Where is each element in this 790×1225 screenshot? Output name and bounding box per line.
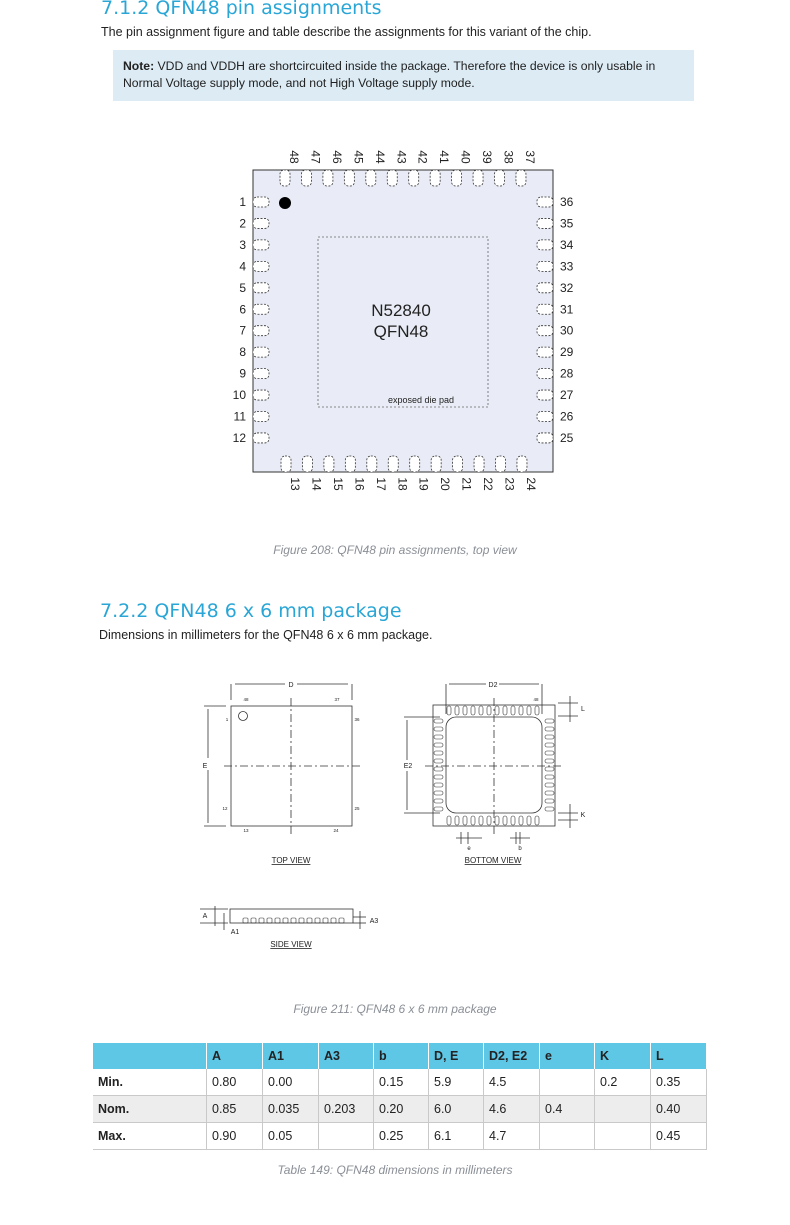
pin-number-bottom: 21 — [459, 477, 474, 491]
pin-number-top: 42 — [415, 150, 430, 164]
package-pad — [434, 719, 443, 723]
pin-number-left: 7 — [239, 323, 246, 338]
package-pad — [487, 706, 491, 715]
package-pad — [545, 791, 554, 795]
package-pad — [495, 816, 499, 825]
section-intro-package: Dimensions in millimeters for the QFN48 6 x 6 mm package. — [99, 628, 433, 642]
table-header-cell: e — [540, 1043, 595, 1069]
package-pad — [545, 759, 554, 763]
table-cell: 0.85 — [207, 1096, 263, 1123]
figure-caption-package: Figure 211: QFN48 6 x 6 mm package — [293, 1002, 497, 1016]
package-pad — [471, 816, 475, 825]
package-pad — [434, 743, 443, 747]
pin-number-left: 12 — [232, 430, 246, 445]
package-pad — [331, 918, 336, 923]
top-pin-37-label: 37 — [334, 697, 340, 702]
pin-number-bottom: 23 — [502, 477, 517, 491]
pin-number-right: 26 — [560, 409, 574, 424]
table-header-cell: A — [207, 1043, 263, 1069]
package-pad — [545, 743, 554, 747]
package-pad — [291, 918, 296, 923]
pin-number-right: 28 — [560, 366, 574, 381]
table-header-cell: D2, E2 — [484, 1043, 540, 1069]
pin-number-left: 9 — [239, 366, 246, 381]
top-pin-24-label: 24 — [333, 828, 339, 833]
table-cell: 4.6 — [484, 1096, 540, 1123]
pin-number-bottom: 20 — [438, 477, 453, 491]
pin-number-right: 34 — [560, 237, 574, 252]
dim-E2-label: E2 — [403, 763, 413, 770]
table-row-nom — [93, 1096, 707, 1123]
table-cell: 0.35 — [651, 1069, 707, 1096]
dim-D-label: D — [288, 682, 294, 689]
table-cell: 0.25 — [374, 1123, 429, 1150]
top-view-label: TOP VIEW — [271, 856, 311, 865]
table-header-cell: L — [651, 1043, 707, 1069]
pin-number-right: 33 — [560, 259, 574, 274]
pin-number-left: 6 — [239, 302, 246, 317]
package-name: QFN48 — [373, 322, 429, 341]
chip-name: N52840 — [371, 301, 431, 320]
pin-number-left: 8 — [239, 345, 246, 360]
package-pad — [323, 918, 328, 923]
pin-number-right: 30 — [560, 323, 574, 338]
table-cell: 0.15 — [374, 1069, 429, 1096]
table-cell: 0.80 — [207, 1069, 263, 1096]
table-row-label: Max. — [93, 1123, 207, 1150]
table-cell — [540, 1123, 595, 1150]
pin-number-top: 39 — [480, 150, 495, 164]
table-cell — [595, 1096, 651, 1123]
package-pad — [283, 918, 288, 923]
pin-number-top: 48 — [287, 150, 301, 164]
pin-number-top: 45 — [351, 150, 366, 164]
package-pad — [487, 816, 491, 825]
package-pad — [535, 706, 539, 715]
pin-number-bottom: 13 — [288, 477, 302, 491]
pin-number-left: 2 — [239, 216, 246, 231]
dim-L-label: L — [581, 706, 585, 713]
table-cell: 0.45 — [651, 1123, 707, 1150]
pin-number-left: 3 — [239, 237, 246, 252]
package-pad — [275, 918, 280, 923]
top-pin-25-label: 25 — [354, 806, 360, 811]
section-intro-pin-assignments: The pin assignment figure and table describe the assignments for this variant of the chip. — [101, 25, 592, 39]
pin-number-top: 46 — [329, 150, 344, 164]
dim-b-label: b — [518, 846, 522, 852]
table-cell: 0.203 — [319, 1096, 374, 1123]
pin-number-top: 44 — [372, 150, 387, 164]
pin-number-bottom: 22 — [481, 477, 496, 491]
side-view-label: SIDE VIEW — [270, 940, 312, 949]
package-pad — [535, 816, 539, 825]
dim-A3-label: A3 — [369, 918, 379, 925]
pin-number-right: 25 — [560, 430, 574, 445]
table-cell: 5.9 — [429, 1069, 484, 1096]
package-pad — [545, 719, 554, 723]
package-pad — [299, 918, 304, 923]
package-pad — [251, 918, 256, 923]
table-cell: 0.035 — [263, 1096, 319, 1123]
dim-K-label: K — [580, 812, 586, 819]
dim-E-label: E — [202, 763, 208, 770]
table-cell: 0.4 — [540, 1096, 595, 1123]
package-pad — [434, 799, 443, 803]
package-pad — [434, 759, 443, 763]
package-pad — [503, 816, 507, 825]
pin-number-left: 11 — [233, 409, 246, 424]
table-caption-dimensions: Table 149: QFN48 dimensions in millimeters — [277, 1163, 513, 1177]
pin-number-right: 35 — [560, 216, 574, 231]
pin-number-bottom: 14 — [309, 477, 324, 491]
package-pad — [447, 706, 451, 715]
package-pad — [511, 706, 515, 715]
table-header-cell: K — [595, 1043, 651, 1069]
package-pad — [545, 735, 554, 739]
bottom-pin-48-label: 48 — [533, 697, 539, 702]
package-pad — [315, 918, 320, 923]
table-row-label: Min. — [93, 1069, 207, 1096]
package-pad — [545, 799, 554, 803]
table-header-cell — [93, 1043, 207, 1069]
package-pad — [519, 706, 523, 715]
package-pad — [434, 783, 443, 787]
package-pad — [527, 706, 531, 715]
table-row-max — [93, 1123, 707, 1150]
dim-e-label: e — [467, 846, 471, 852]
package-pad — [434, 791, 443, 795]
dim-D2-label: D2 — [488, 682, 498, 689]
pin-number-right: 27 — [560, 388, 574, 403]
table-cell — [319, 1069, 374, 1096]
pin-number-bottom: 17 — [373, 477, 388, 491]
note-text: VDD and VDDH are shortcircuited inside the package. Therefore the device is only usable in Normal Voltage supply mode, and not High Voltage supply mode. — [123, 59, 656, 90]
table-header-cell: A1 — [263, 1043, 319, 1069]
pin-number-top: 43 — [394, 150, 409, 164]
package-pad — [447, 816, 451, 825]
bottom-view-label: BOTTOM VIEW — [464, 856, 522, 865]
pin-number-left: 1 — [239, 195, 246, 209]
top-pin-12-label: 12 — [222, 806, 228, 811]
table-cell: 4.7 — [484, 1123, 540, 1150]
table-header-cell: A3 — [319, 1043, 374, 1069]
package-pad — [479, 816, 483, 825]
table-cell: 6.1 — [429, 1123, 484, 1150]
top-pin-36-label: 36 — [354, 717, 360, 722]
package-pad — [519, 816, 523, 825]
package-pad — [455, 706, 459, 715]
pin-number-top: 41 — [437, 150, 452, 164]
table-cell — [595, 1123, 651, 1150]
package-pad — [434, 751, 443, 755]
top-pin-1-label: 1 — [225, 717, 229, 722]
package-pad — [243, 918, 248, 923]
pin-number-right: 29 — [560, 345, 574, 360]
pin-number-top: 37 — [522, 150, 537, 164]
package-pad — [307, 918, 312, 923]
section-heading-pin-assignments: 7.1.2 QFN48 pin assignments — [101, 0, 382, 19]
table-cell: 0.05 — [263, 1123, 319, 1150]
table-header-row — [93, 1043, 707, 1069]
pin-number-left: 5 — [239, 280, 246, 295]
table-cell — [319, 1123, 374, 1150]
dim-A1-label: A1 — [230, 929, 240, 936]
die-pad-label: exposed die pad — [387, 395, 455, 405]
pin-number-right: 31 — [560, 302, 574, 317]
pin-number-left: 10 — [232, 388, 246, 403]
table-cell — [540, 1069, 595, 1096]
package-pad — [479, 706, 483, 715]
table-cell: 0.90 — [207, 1123, 263, 1150]
pin-number-top: 40 — [458, 150, 473, 164]
package-pad — [545, 767, 554, 771]
top-pin-48-label: 48 — [243, 697, 249, 702]
pin-number-top: 47 — [308, 150, 323, 164]
package-pad — [259, 918, 264, 923]
top-pin-13-label: 13 — [243, 828, 249, 833]
section-heading-package: 7.2.2 QFN48 6 x 6 mm package — [100, 600, 402, 622]
package-pad — [545, 751, 554, 755]
table-row-label: Nom. — [93, 1096, 207, 1123]
package-pad — [463, 706, 467, 715]
pin-number-bottom: 24 — [523, 477, 538, 491]
pin-number-right: 32 — [560, 280, 574, 295]
package-pad — [434, 735, 443, 739]
table-cell: 6.0 — [429, 1096, 484, 1123]
pin-number-bottom: 18 — [395, 477, 410, 491]
package-pad — [339, 918, 344, 923]
package-pad — [434, 767, 443, 771]
pin-number-bottom: 15 — [330, 477, 345, 491]
package-pad — [511, 816, 515, 825]
package-pad — [545, 727, 554, 731]
dimensions-table — [93, 1043, 707, 1150]
table-row-min — [93, 1069, 707, 1096]
table-cell: 0.40 — [651, 1096, 707, 1123]
table-cell: 4.5 — [484, 1069, 540, 1096]
package-pad — [545, 807, 554, 811]
package-pad — [545, 775, 554, 779]
package-pad — [463, 816, 467, 825]
package-pad — [495, 706, 499, 715]
pin-number-right: 36 — [560, 195, 574, 209]
table-header-cell: b — [374, 1043, 429, 1069]
side-view-pads — [243, 918, 344, 923]
note-label: Note: — [123, 59, 155, 73]
package-pad — [267, 918, 272, 923]
package-pad — [527, 816, 531, 825]
pin-number-bottom: 19 — [416, 477, 431, 491]
table-cell: 0.20 — [374, 1096, 429, 1123]
package-pad — [434, 775, 443, 779]
pin-number-bottom: 16 — [352, 477, 367, 491]
package-pad — [471, 706, 475, 715]
package-pad — [434, 727, 443, 731]
table-cell: 0.00 — [263, 1069, 319, 1096]
package-pad — [455, 816, 459, 825]
package-pad — [434, 807, 443, 811]
table-cell: 0.2 — [595, 1069, 651, 1096]
dim-A-label: A — [202, 913, 208, 920]
package-pad — [503, 706, 507, 715]
figure-caption-pinout: Figure 208: QFN48 pin assignments, top view — [273, 543, 517, 557]
pin-number-left: 4 — [239, 259, 246, 274]
top-view — [204, 684, 360, 834]
table-header-cell: D, E — [429, 1043, 484, 1069]
package-pad — [545, 783, 554, 787]
pin-number-top: 38 — [501, 150, 516, 164]
